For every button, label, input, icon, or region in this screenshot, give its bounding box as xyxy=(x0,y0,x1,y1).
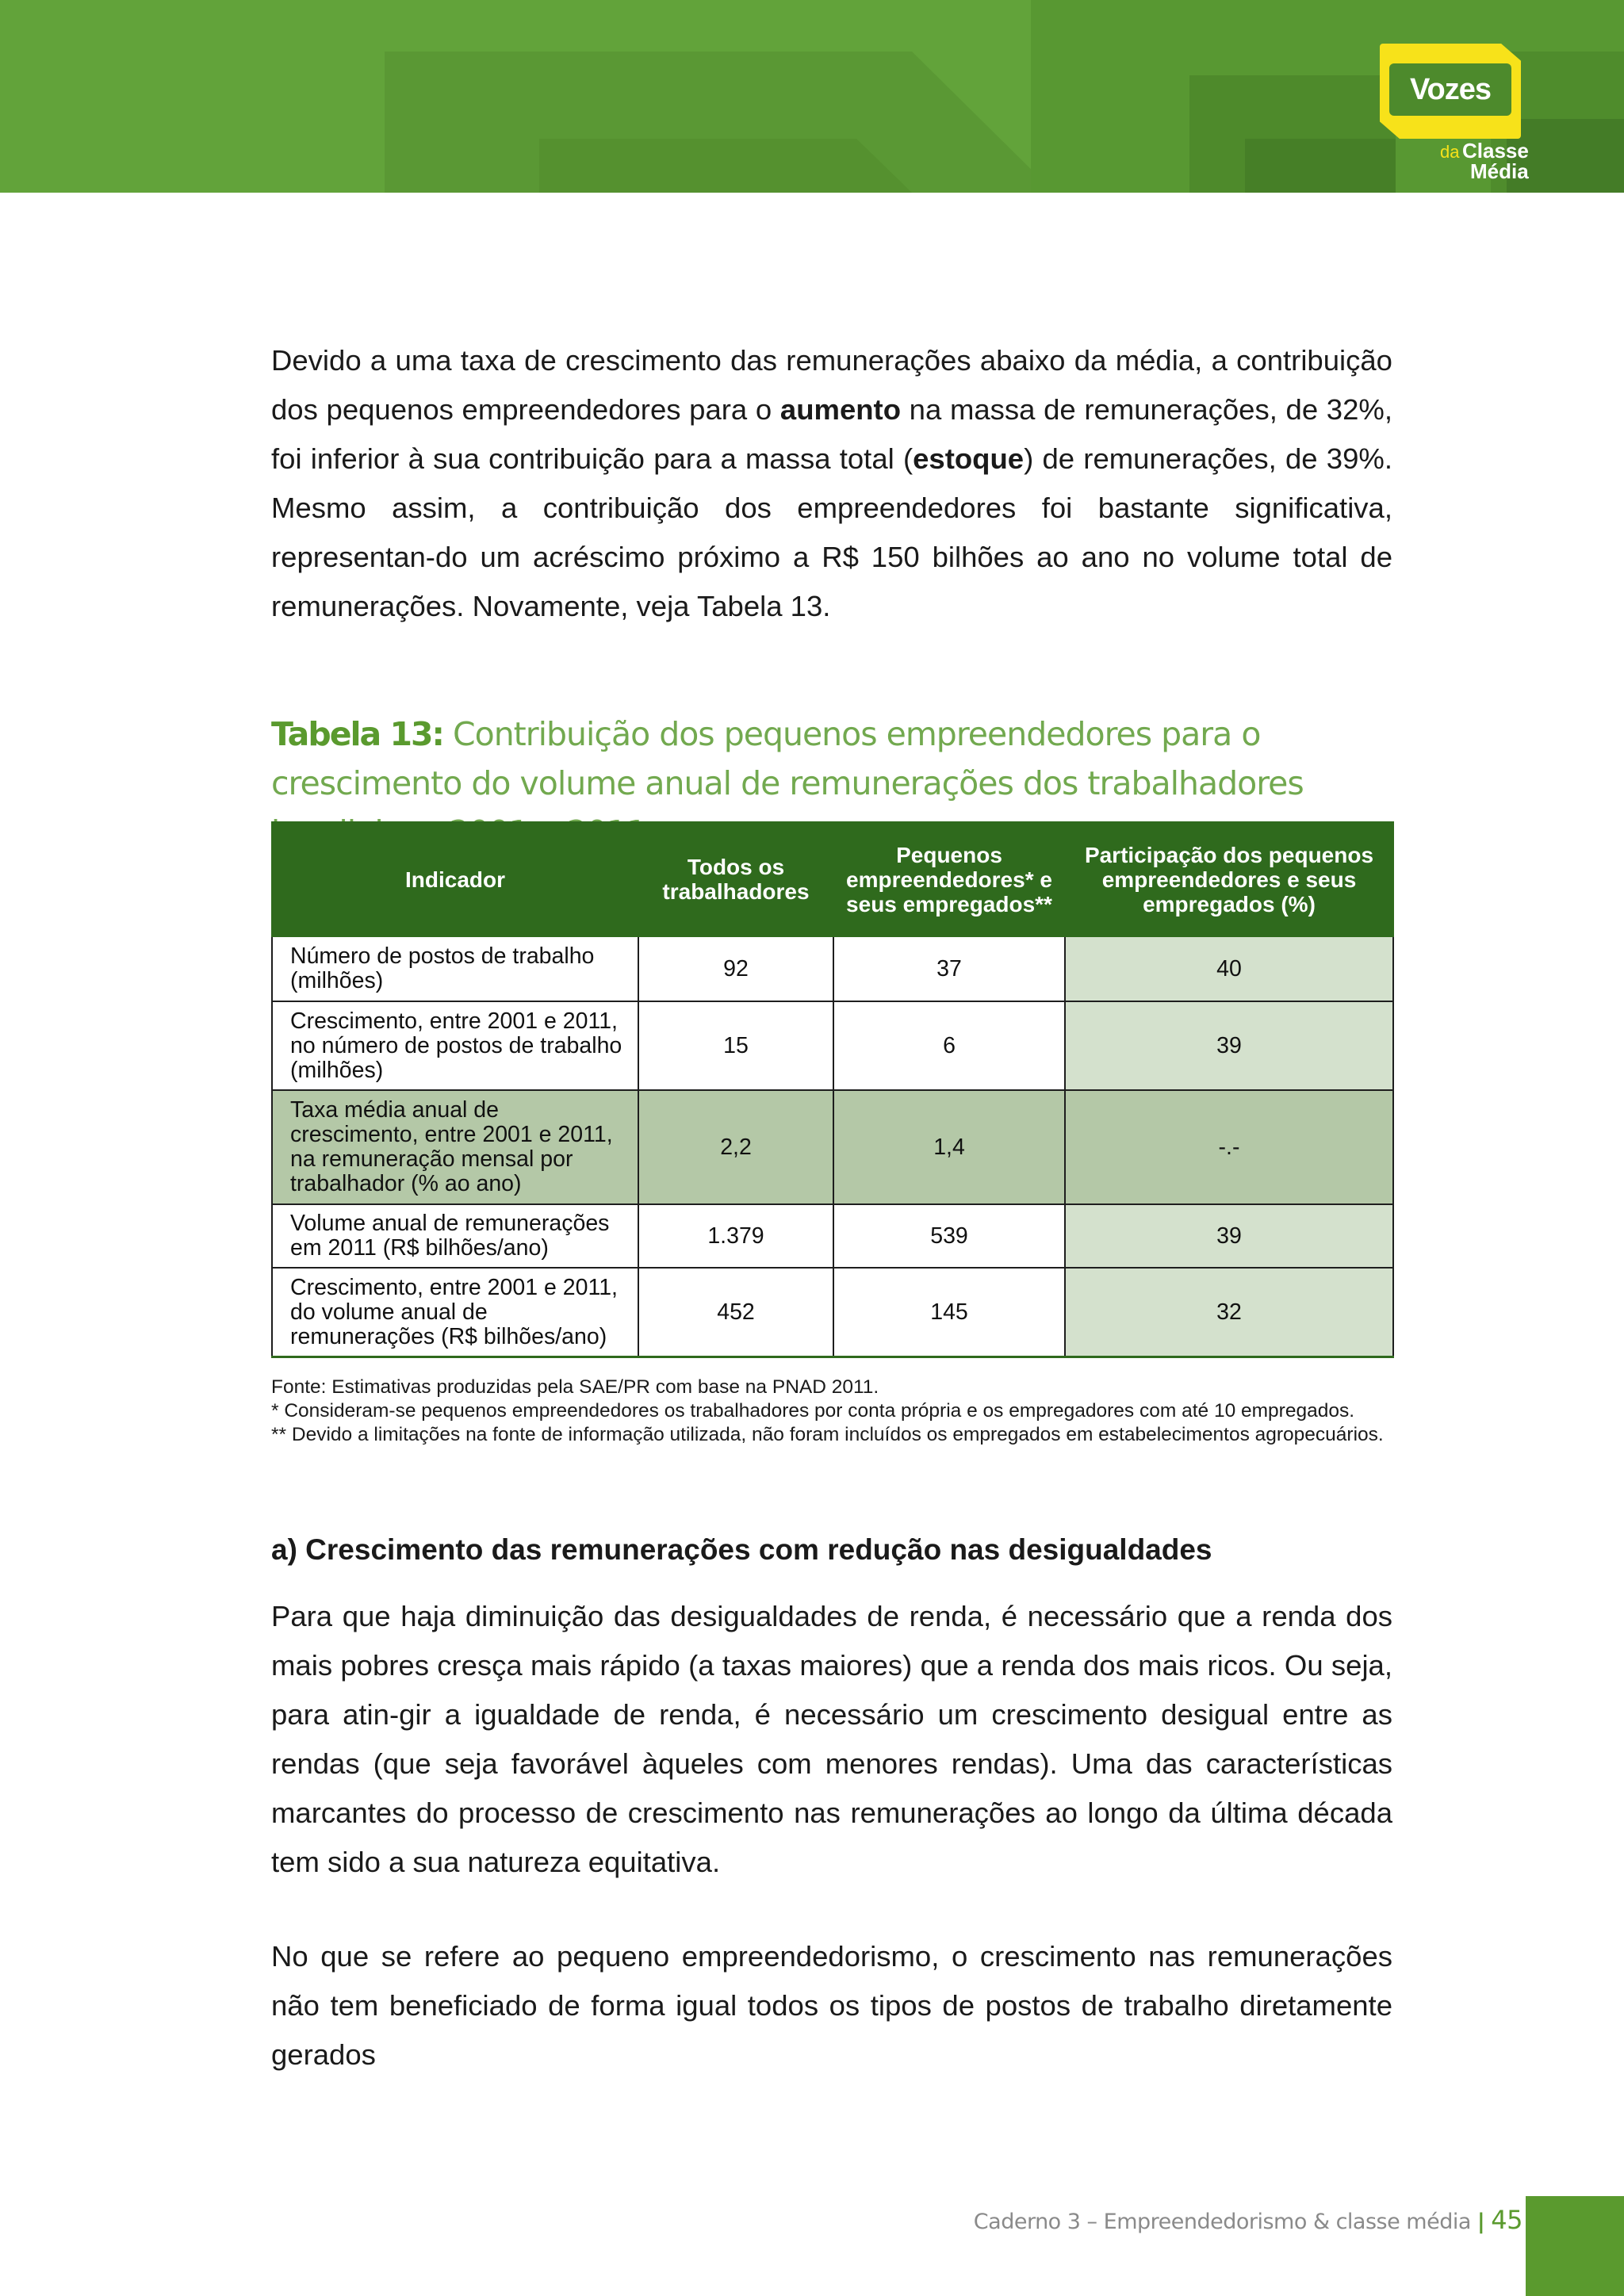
table-notes xyxy=(271,1376,1392,1447)
logo-da: da xyxy=(1440,142,1460,162)
table-row xyxy=(272,1001,1393,1090)
cell-all: 1.379 xyxy=(638,1204,833,1268)
data-table-wrapper xyxy=(271,821,1392,1358)
cell-all: 2,2 xyxy=(638,1090,833,1204)
intro-bold-estoque: estoque xyxy=(913,442,1025,475)
cell-indicator: Crescimento, entre 2001 e 2011, do volume anual de remunerações (R$ bilhões/ano) xyxy=(272,1268,638,1357)
footer-green-block xyxy=(1526,2196,1624,2296)
table-row xyxy=(272,1204,1393,1268)
note-footnote-1: * Consideram-se pequenos empreendedores os trabalhadores por conta própria e os empregadores com até 10 empregados. xyxy=(271,1400,1355,1422)
table-caption-label: Tabela 13: xyxy=(271,715,443,753)
cell-small: 6 xyxy=(833,1001,1065,1090)
note-footnote-2: ** Devido a limitações na fonte de informação utilizada, não foram incluídos os empregados em estabelecimentos agropecuários. xyxy=(271,1424,1384,1445)
intro-text-2: na massa de remunerações, de 32%, foi inferior à sua contribuição para a massa total ( xyxy=(271,393,1392,475)
page-footer xyxy=(974,2202,1522,2240)
header-todos: Todos os trabalhadores xyxy=(638,822,833,936)
header-banner xyxy=(0,0,1624,193)
cell-all: 15 xyxy=(638,1001,833,1090)
intro-text-1: Devido a uma taxa de crescimento das remunerações abaixo da média, a contribuição dos pequenos empreendedores para o xyxy=(271,344,1392,426)
header-indicador: Indicador xyxy=(272,822,638,936)
cell-indicator: Taxa média anual de crescimento, entre 2001 e 2011, na remuneração mensal por trabalhador (% ao ano) xyxy=(272,1090,638,1204)
page-number: 45 xyxy=(1491,2205,1522,2235)
table-caption-text: Contribuição dos pequenos empreendedores para o crescimento do volume anual de remunerações dos trabalhadores xyxy=(271,715,1304,802)
body-paragraph-2: Para que haja diminuição das desigualdades de renda, é necessário que a renda dos mais pobres cresça mais rápido (a taxas maiores) que a renda dos mais ricos. Ou seja, para atin-gir a igualdade de renda, é necessário um crescimento desigual entre as rendas (que seja favorável àqueles com menores rendas). Uma das características marcantes do processo de crescimento nas remunerações ao longo da última década tem sido a sua natureza equitativa. xyxy=(271,1600,1392,1878)
intro-paragraph xyxy=(271,336,1392,631)
cell-all: 452 xyxy=(638,1268,833,1357)
cell-share: 32 xyxy=(1065,1268,1393,1357)
section-heading: a) Crescimento das remunerações com redução nas desigualdades xyxy=(271,1533,1212,1566)
body-paragraph-3: No que se refere ao pequeno empreendedorismo, o crescimento nas remunerações não tem beneficiado de forma igual todos os tipos de postos de trabalho diretamente gerados xyxy=(271,1940,1392,2071)
table-row xyxy=(272,1268,1393,1357)
logo-nova: nova xyxy=(1461,117,1493,140)
header-participacao: Participação dos pequenos empreendedores e seus empregados (%) xyxy=(1065,822,1393,936)
cell-small: 145 xyxy=(833,1268,1065,1357)
cell-share: 39 xyxy=(1065,1204,1393,1268)
logo-word: Vozes xyxy=(1389,63,1511,116)
cell-all: 92 xyxy=(638,936,833,1001)
cell-indicator: Crescimento, entre 2001 e 2011, no número de postos de trabalho (milhões) xyxy=(272,1001,638,1090)
note-source: Fonte: Estimativas produzidas pela SAE/PR com base na PNAD 2011. xyxy=(271,1376,879,1398)
cell-small: 539 xyxy=(833,1204,1065,1268)
intro-bold-aumento: aumento xyxy=(779,393,901,426)
data-table xyxy=(271,821,1394,1358)
cell-indicator: Volume anual de remunerações em 2011 (R$ bilhões/ano) xyxy=(272,1204,638,1268)
table-row xyxy=(272,1090,1393,1204)
logo-classe: Classe xyxy=(1462,139,1529,163)
cell-indicator: Número de postos de trabalho (milhões) xyxy=(272,936,638,1001)
logo-media: Média xyxy=(1470,159,1529,183)
table-header-row xyxy=(272,822,1393,936)
cell-share: 39 xyxy=(1065,1001,1393,1090)
cell-share: 40 xyxy=(1065,936,1393,1001)
table-row xyxy=(272,936,1393,1001)
footer-title: Caderno 3 – Empreendedorismo & classe média xyxy=(973,2210,1471,2234)
intro-text-3: ) de remunerações, de 39%. Mesmo assim, a contribuição dos empreendedores foi bastante significativa, representan-do um acréscimo próximo a R$ 150 bilhões ao ano no volume total de remunerações. Novamente, veja Tabela 13. xyxy=(271,442,1392,622)
cell-small: 37 xyxy=(833,936,1065,1001)
vozes-logo xyxy=(1380,44,1530,186)
cell-share: -.- xyxy=(1065,1090,1393,1204)
footer-separator: | xyxy=(1477,2210,1485,2234)
header-pequenos: Pequenos empreendedores* e seus empregados** xyxy=(833,822,1065,936)
cell-small: 1,4 xyxy=(833,1090,1065,1204)
